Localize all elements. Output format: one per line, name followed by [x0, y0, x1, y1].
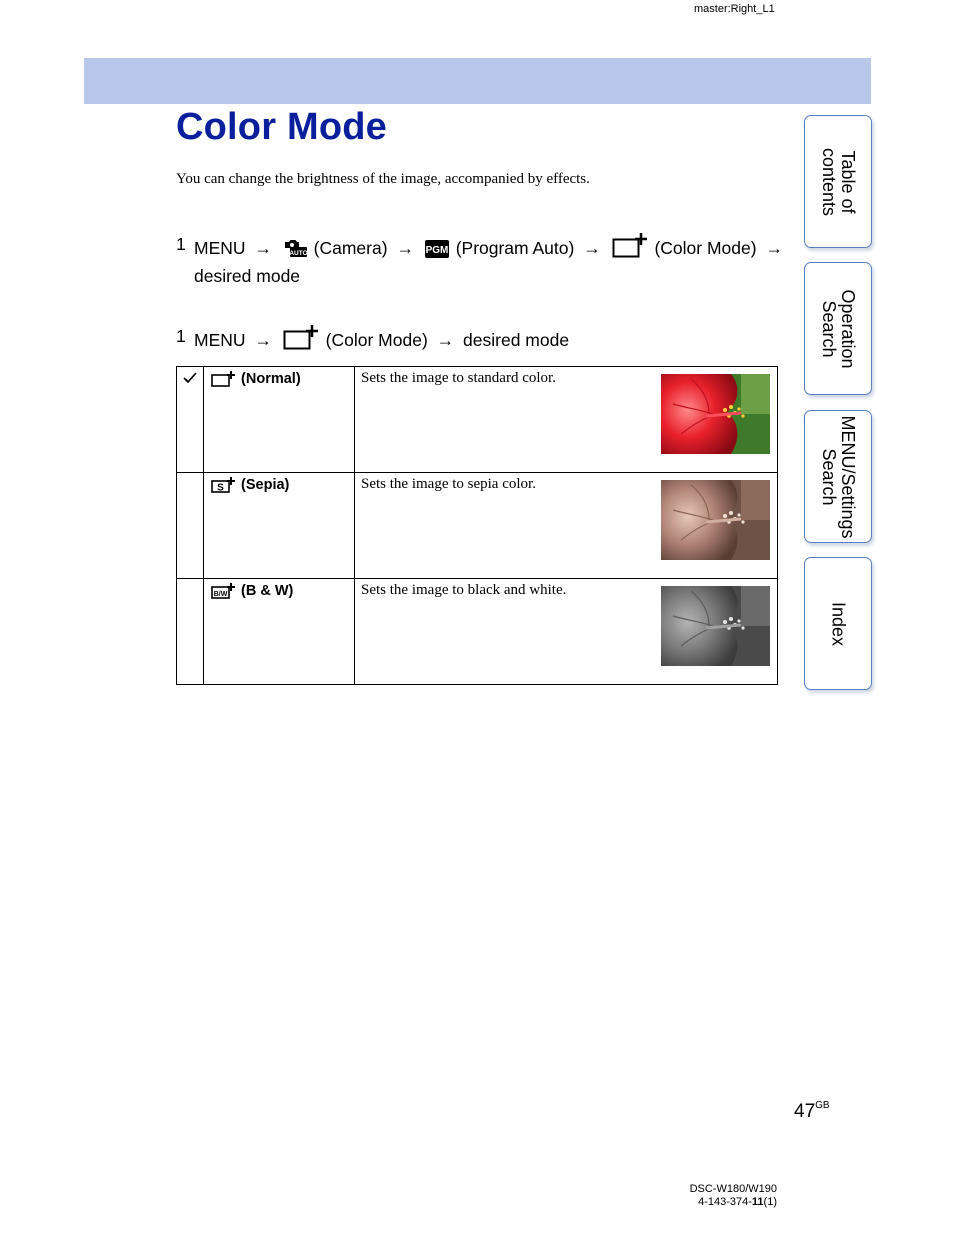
color-mode-label: (Color Mode) — [325, 330, 428, 350]
pgm-text: PGM — [425, 245, 449, 256]
intro-text: You can change the brightness of the image, accompanied by effects. — [176, 171, 590, 187]
mode-desc-cell — [355, 579, 778, 685]
desired-mode-label: desired mode — [194, 266, 301, 286]
bw-text: B/W — [213, 591, 228, 598]
mode-name: (Sepia) — [241, 477, 290, 493]
tab-index[interactable] — [804, 557, 872, 690]
tab-table-of-contents[interactable] — [804, 115, 872, 248]
step-number: 1 — [176, 234, 186, 254]
part-code — [600, 1196, 777, 1209]
mode-desc-cell — [355, 473, 778, 579]
mode-name-cell — [204, 579, 355, 685]
hibiscus-color-image — [661, 374, 770, 454]
mode-desc-cell — [355, 367, 778, 473]
menu-label: MENU — [194, 238, 246, 258]
color-mode-icon — [612, 232, 648, 264]
default-cell — [177, 579, 204, 685]
part-code-prefix: 4-143-374- — [698, 1196, 752, 1208]
tab-label: Index — [828, 601, 849, 646]
sepia-text: S — [217, 482, 224, 493]
model-number: DSC-W180/W190 — [689, 1183, 777, 1195]
part-code-suffix: (1) — [763, 1196, 777, 1208]
table-row-sepia — [177, 473, 778, 579]
table-row-normal — [177, 367, 778, 473]
page-number — [794, 1100, 830, 1123]
master-label: master:Right_L1 — [694, 3, 775, 15]
mode-desc: Sets the image to sepia color. — [361, 476, 536, 492]
color-mode-label: (Color Mode) — [654, 238, 757, 258]
mode-name: (B & W) — [241, 583, 294, 599]
part-code-bold: 11 — [751, 1196, 764, 1208]
program-auto-label: (Program Auto) — [455, 238, 575, 258]
footer — [600, 1183, 777, 1209]
step-number: 1 — [176, 326, 186, 346]
mode-desc: Sets the image to black and white. — [361, 582, 567, 598]
color-mode-icon — [283, 324, 319, 356]
default-cell — [177, 367, 204, 473]
sepia-icon — [211, 477, 235, 497]
mode-name: (Normal) — [241, 371, 301, 387]
arrow-icon: → — [765, 238, 783, 258]
arrow-icon: → — [436, 330, 455, 350]
header-band — [84, 58, 871, 104]
auto-text: AUTO — [289, 249, 307, 257]
camera-label: (Camera) — [313, 238, 388, 258]
default-check-icon — [183, 371, 197, 388]
hibiscus-bw-image — [661, 586, 770, 666]
normal-color-icon — [211, 371, 235, 391]
table-row-bw — [177, 579, 778, 685]
tab-label: Operation Search — [819, 288, 858, 369]
mode-name-cell — [204, 367, 355, 473]
mode-name-cell — [204, 473, 355, 579]
arrow-icon: → — [254, 330, 272, 350]
camera-auto-icon — [283, 238, 307, 264]
hibiscus-sepia-image — [661, 480, 770, 560]
page-title: Color Mode — [176, 106, 387, 148]
default-cell — [177, 473, 204, 579]
bw-icon — [211, 583, 235, 603]
tab-label: Table of contents — [819, 147, 858, 216]
tab-menu-settings-search[interactable] — [804, 410, 872, 543]
tab-operation-search[interactable] — [804, 262, 872, 395]
arrow-icon: → — [583, 238, 601, 258]
pgm-icon — [425, 240, 449, 264]
desired-mode-label: desired mode — [463, 330, 570, 350]
page-number-suffix: GB — [815, 1100, 830, 1111]
menu-label: MENU — [194, 330, 246, 350]
top-crop-mark — [330, 0, 700, 2]
mode-desc: Sets the image to standard color. — [361, 370, 556, 386]
arrow-icon: → — [254, 238, 272, 258]
page-number-value: 47 — [794, 1101, 816, 1122]
arrow-icon: → — [396, 238, 414, 258]
tab-label: MENU/Settings Search — [819, 414, 858, 539]
color-mode-table — [176, 366, 778, 685]
